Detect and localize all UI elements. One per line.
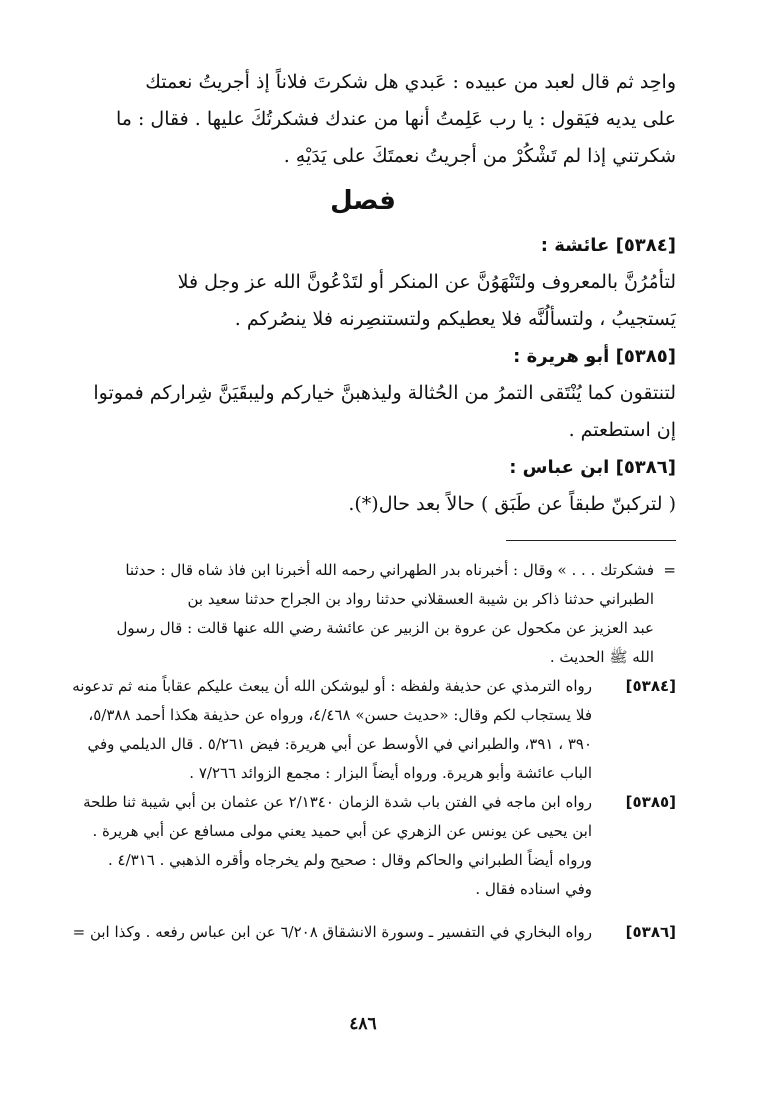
footnote-number: [٥٣٨٤]: [625, 677, 676, 695]
footnote-line: رواه الترمذي عن حذيفة ولفظه : أو ليوشكن الله أن يبعث عليكم عقاباً منه ثم تدعونه: [72, 677, 592, 695]
footnote-line: فشكرتك . . . » وقال : أخبرناه بدر الطهراني رحمه الله أخبرنا ابن فاذ شاه قال : حدثنا: [125, 561, 654, 579]
main-text: [50, 64, 676, 523]
text-line: شكرتني إذا لم تَشْكُرْ من أجريتُ نعمتَكَ على يَدَيْهِ .: [283, 145, 676, 167]
footnote-line: ابن يحيى عن يونس عن الزهري عن أبي حميد يعني مولى مسافع عن أبي هريرة .: [92, 822, 592, 840]
entry-5386: [50, 449, 676, 523]
text-line: لتنتقون كما يُنْتَقى التمرُ من الحُثالة وليذهبنَّ خياركم وليبقَيَنَّ شِراركم فموتوا: [93, 382, 676, 404]
footnote-line: وفي اسناده فقال .: [475, 880, 592, 898]
footnote-number: [٥٣٨٥]: [625, 793, 676, 811]
footnote-5384: [50, 672, 676, 788]
footnote-5385: [50, 788, 676, 904]
footnote-line: فلا يستجاب لكم وقال: «حديث حسن» ٤/٤٦٨، ورواه عن حذيفة هكذا أحمد ٥/٣٨٨،: [88, 706, 592, 724]
footnote-number: [٥٣٨٦]: [625, 923, 676, 941]
footnote-line: الباب عائشة وأبو هريرة. ورواه أيضاً البزار : مجمع الزوائد ٧/٢٦٦ .: [189, 764, 592, 782]
page-number: ٤٨٦: [349, 1014, 377, 1034]
section-heading: فصل: [330, 186, 396, 216]
text-line: يَستجيبُ ، ولتسألُنَّه فلا يعطيكم ولتستنصِرنه فلا ينصُركم .: [234, 308, 676, 330]
text-line: لتأمُرُنَّ بالمعروف ولتَنْهَوُنَّ عن المنكر أو لتَدْعُونَّ الله عز وجل فلا: [177, 271, 676, 293]
page: [50, 0, 676, 1096]
footnote-line: الطبراني حدثنا ذاكر بن شيبة العسقلاني حدثنا رواد بن الجراح حدثنا سعيد بن: [187, 590, 654, 608]
footnote-continuation: [50, 556, 676, 672]
entry-head: [٥٣٨٦] ابن عباس :: [509, 457, 676, 478]
footnote-rule: [506, 540, 676, 541]
text-line: واحِد ثم قال لعبد من عبيده : عَبدي هل شكرتَ فلاناً إذ أجريتُ نعمتك: [145, 71, 676, 93]
entry-5385: [50, 338, 676, 449]
text-line: ( لتركبنّ طبقاً عن طَبَق ) حالاً بعد حال(*).: [348, 493, 676, 515]
entry-5384: [50, 227, 676, 338]
footnote-line: الله ﷺ الحديث .: [549, 648, 654, 666]
text-line: على يديه فيَقول : يا رب عَلِمتُ أنها من عندك فشكرتُكَ عليها . فقال : ما: [115, 108, 676, 130]
text-line: إن استطعتم .: [568, 419, 676, 441]
entry-head: [٥٣٨٤] عائشة :: [540, 235, 676, 256]
footnote-marker: =: [663, 561, 676, 579]
footnote-line: رواه ابن ماجه في الفتن باب شدة الزمان ٢/١٣٤٠ عن عثمان بن أبي شيبة ثنا طلحة: [83, 793, 592, 811]
entry-head: [٥٣٨٥] أبو هريرة :: [513, 346, 676, 367]
footnotes: [50, 556, 676, 947]
footnote-5386: [50, 918, 676, 947]
footnote-line: ورواه أيضاً الطبراني والحاكم وقال : صحيح ولم يخرجاه وأقره الذهبي . ٤/٣١٦ .: [107, 851, 592, 869]
footnote-line: ٣٩٠ ، ٣٩١، والطبراني في الأوسط عن أبي هريرة: فيض ٥/٢٦١ . قال الديلمي وفي: [87, 735, 592, 753]
footnote-line: عبد العزيز عن مكحول عن عروة بن الزبير عن عائشة رضي الله عنها قالت : قال رسول: [116, 619, 654, 637]
footnote-line: رواه البخاري في التفسير ـ وسورة الانشقاق ٦/٢٠٨ عن ابن عباس رفعه . وكذا ابن =: [72, 923, 592, 941]
